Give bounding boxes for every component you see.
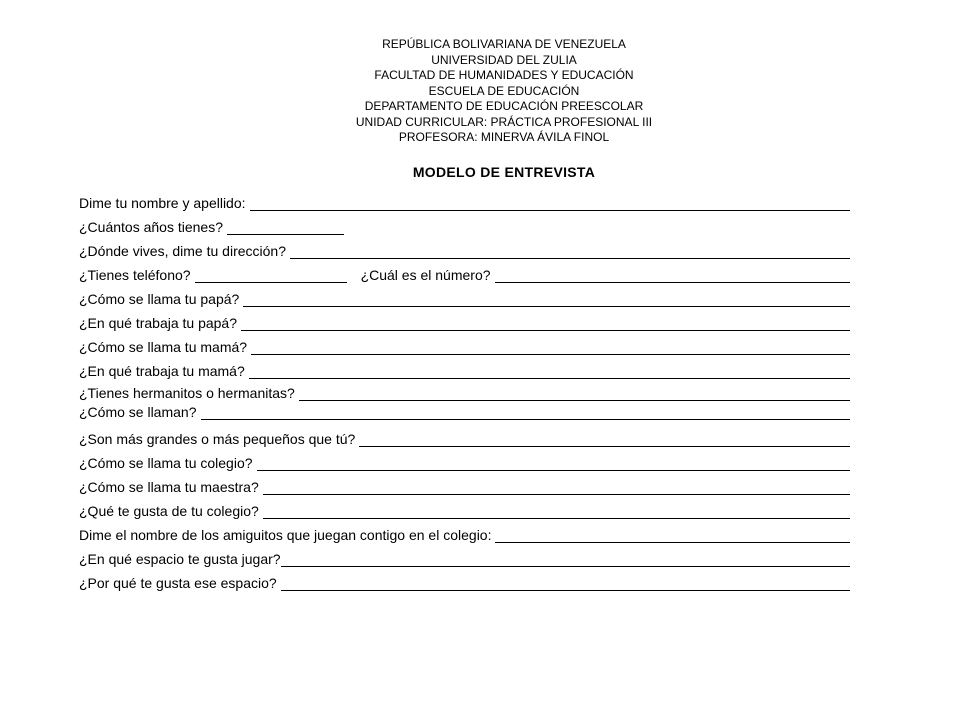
question-teacher-name — [79, 477, 850, 495]
question-label: ¿Qué te gusta de tu colegio? — [79, 503, 259, 519]
question-father-name — [79, 289, 850, 307]
question-siblings-age — [79, 429, 850, 447]
answer-line[interactable] — [251, 340, 850, 355]
question-play-space — [79, 549, 850, 567]
answer-line[interactable] — [281, 576, 850, 591]
header-line-professor: PROFESORA: MINERVA ÁVILA FINOL — [398, 130, 610, 144]
question-label: ¿Dónde vives, dime tu dirección? — [79, 243, 286, 259]
document-title: MODELO DE ENTREVISTA — [412, 164, 596, 180]
answer-line[interactable] — [227, 220, 344, 235]
question-label: ¿En qué trabaja tu papá? — [79, 315, 238, 331]
question-siblings-names — [79, 402, 850, 420]
answer-line[interactable] — [495, 528, 850, 543]
answer-line[interactable] — [263, 504, 850, 519]
answer-line[interactable] — [299, 386, 850, 401]
question-label: ¿Cómo se llaman? — [79, 404, 197, 420]
institution-header — [0, 37, 960, 146]
header-line-country: REPÚBLICA BOLIVARIANA DE VENEZUELA — [382, 37, 626, 51]
header-line-university: UNIVERSIDAD DEL ZULIA — [431, 52, 577, 67]
header-line-faculty: FACULTAD DE HUMANIDADES Y EDUCACIÓN — [374, 68, 634, 82]
question-label: ¿Cómo se llama tu maestra? — [79, 479, 259, 495]
question-friends — [79, 525, 850, 543]
question-school-name — [79, 453, 850, 471]
answer-line[interactable] — [201, 405, 851, 420]
question-label: ¿Por qué te gusta ese espacio? — [79, 575, 277, 591]
question-name — [79, 193, 850, 211]
answer-line[interactable] — [359, 432, 850, 447]
question-phone — [79, 265, 850, 283]
question-father-job — [79, 313, 850, 331]
question-siblings — [79, 383, 850, 401]
answer-line[interactable] — [495, 268, 850, 283]
answer-line[interactable] — [241, 316, 850, 331]
question-play-space-why — [79, 573, 850, 591]
question-label: ¿Son más grandes o más pequeños que tú? — [79, 431, 356, 447]
question-address — [79, 241, 850, 259]
header-line-department: DEPARTAMENTO DE EDUCACIÓN PREESCOLAR — [364, 99, 644, 113]
answer-line[interactable] — [257, 456, 850, 471]
question-mother-name — [79, 337, 850, 355]
question-label: ¿Tienes hermanitos o hermanitas? — [79, 385, 295, 401]
question-label-number: ¿Cuál es el número? — [360, 267, 491, 283]
question-mother-job — [79, 361, 850, 379]
question-label: Dime el nombre de los amiguitos que juegan contigo en el colegio: — [79, 527, 492, 543]
answer-line[interactable] — [249, 364, 850, 379]
question-label: ¿Cuántos años tienes? — [79, 219, 223, 235]
question-label: ¿En qué espacio te gusta jugar? — [79, 551, 281, 567]
question-age — [79, 217, 850, 235]
answer-line[interactable] — [263, 480, 850, 495]
question-label: ¿Cómo se llama tu colegio? — [79, 455, 253, 471]
question-school-likes — [79, 501, 850, 519]
answer-line[interactable] — [281, 552, 850, 567]
question-label: ¿Tienes teléfono? — [79, 267, 191, 283]
header-line-school: ESCUELA DE EDUCACIÓN — [428, 83, 580, 98]
question-label: ¿Cómo se llama tu papá? — [79, 291, 240, 307]
answer-line[interactable] — [195, 268, 347, 283]
answer-line[interactable] — [250, 196, 850, 211]
question-label: Dime tu nombre y apellido: — [79, 195, 246, 211]
question-label: ¿Cómo se llama tu mamá? — [79, 339, 248, 355]
answer-line[interactable] — [243, 292, 850, 307]
answer-line[interactable] — [290, 244, 850, 259]
question-label: ¿En qué trabaja tu mamá? — [79, 363, 245, 379]
header-line-course: UNIDAD CURRICULAR: PRÁCTICA PROFESIONAL III — [355, 114, 653, 129]
